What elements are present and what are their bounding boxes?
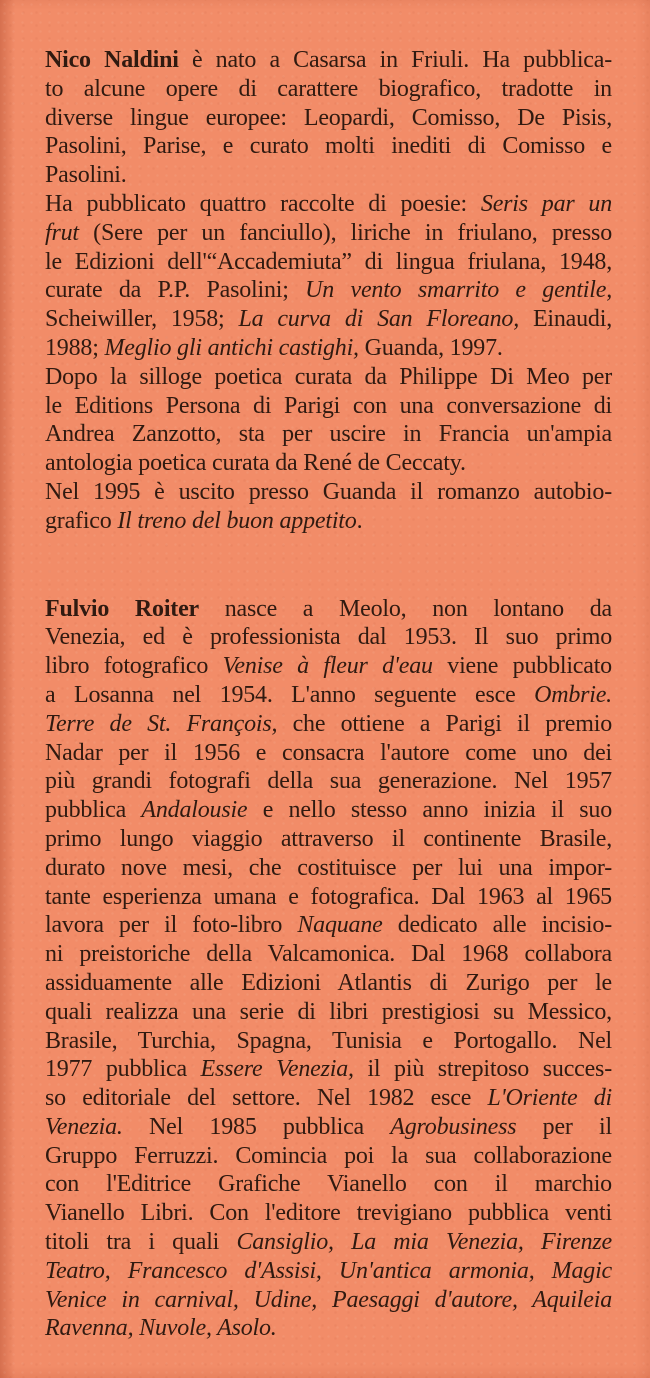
- book-title: La curva di San Floreano,: [238, 306, 520, 333]
- text-run: Andrea Zanzotto, sta per uscire in Francia un'ampia: [45, 421, 612, 448]
- text-line: [45, 623, 612, 652]
- text-line: [45, 219, 612, 248]
- text-line-runs: [45, 1315, 277, 1341]
- text-line-runs: [45, 133, 612, 159]
- text-line: [45, 681, 612, 710]
- text-line: [45, 104, 612, 133]
- text-line: [45, 969, 612, 998]
- book-title: Essere Venezia,: [200, 1056, 354, 1083]
- text-run: Dopo la silloge poetica curata da Philippe Di Meo per: [45, 363, 612, 390]
- text-line-runs: [45, 450, 466, 476]
- text-line: [45, 1170, 612, 1199]
- text-line-runs: [45, 220, 612, 246]
- text-run: è nato a Casarsa in Friuli. Ha pubblica-: [178, 47, 612, 73]
- text-line-runs: [45, 624, 612, 650]
- text-line-runs: [45, 912, 612, 938]
- text-line-runs: [45, 1114, 612, 1140]
- text-line-runs: [45, 1229, 612, 1255]
- text-line: [45, 507, 612, 536]
- book-title: Andalousie: [141, 797, 248, 824]
- text-line-runs: [45, 364, 612, 390]
- text-line-runs: [45, 1287, 612, 1313]
- text-line-runs: [45, 711, 612, 737]
- book-title: Cansiglio, La mia Venezia, Firenze: [236, 1229, 612, 1256]
- book-title: L'Oriente di: [487, 1085, 612, 1112]
- text-run: Nel 1985 pubblica: [122, 1113, 391, 1140]
- text-line-runs: [45, 191, 612, 217]
- bio-section-fulvio-roiter: [45, 595, 612, 1344]
- text-run: Vianello Libri. Con l'editore trevigiano pubblica venti: [45, 1200, 612, 1227]
- text-run: le Edizioni dell'“Accademiuta” di lingua friulana, 1948,: [45, 248, 612, 275]
- book-title: Ravenna, Nuvole, Asolo.: [45, 1315, 277, 1342]
- text-line: [45, 940, 612, 969]
- text-line-runs: [45, 826, 612, 852]
- book-title: Terre de St. François,: [45, 710, 278, 737]
- text-line-runs: [45, 1028, 612, 1054]
- text-line: [45, 248, 612, 277]
- text-run: le Editions Persona di Parigi con una conversazione di: [45, 392, 612, 419]
- text-line-runs: [45, 1085, 612, 1111]
- text-line: [45, 911, 612, 940]
- text-line: [45, 161, 612, 190]
- book-title: Venezia.: [45, 1113, 123, 1140]
- text-run: a Losanna nel 1954. L'anno seguente esce: [45, 681, 535, 708]
- book-title: Venise à fleur d'eau: [222, 653, 433, 680]
- text-line: [45, 652, 612, 681]
- text-line-runs: [45, 1258, 612, 1284]
- text-line-runs: [45, 306, 612, 332]
- text-run: assiduamente alle Edizioni Atlantis di Zurigo per le: [45, 969, 612, 996]
- text-line-runs: [45, 941, 612, 967]
- text-line: [45, 854, 612, 883]
- text-line-runs: [45, 596, 612, 622]
- text-line: [45, 1055, 612, 1084]
- text-run: durato nove mesi, che costituisce per lui una impor-: [45, 854, 612, 881]
- text-line: [45, 478, 612, 507]
- text-run: con l'Editrice Grafiche Vianello con il marchio: [45, 1171, 612, 1198]
- text-run: lavora per il foto-libro: [45, 912, 298, 939]
- text-run: 1988;: [45, 334, 105, 361]
- text-line: [45, 46, 612, 75]
- text-line: [45, 190, 612, 219]
- text-run: Pasolini, Parise, e curato molti inediti di Comisso e: [45, 133, 612, 160]
- text-line: [45, 595, 612, 624]
- text-run: e nello stesso anno inizia il suo: [247, 797, 612, 824]
- book-title: Venice in carnival, Udine, Paesaggi d'autore, Aquileia: [45, 1286, 612, 1313]
- text-run: diverse lingue europee: Leopardi, Comisso, De Pisis,: [45, 104, 612, 131]
- text-line-runs: [45, 653, 612, 679]
- text-run: curate da P.P. Pasolini;: [45, 277, 306, 304]
- book-title: frut: [45, 219, 79, 246]
- text-line: [45, 1228, 612, 1257]
- book-title: Il treno del buon appetito: [117, 507, 357, 534]
- text-line-runs: [45, 508, 362, 534]
- text-line-runs: [45, 1056, 612, 1082]
- text-line: [45, 1027, 612, 1056]
- book-title: Meglio gli antichi castighi,: [104, 334, 359, 361]
- text-line-runs: [45, 393, 612, 419]
- text-line-runs: [45, 768, 612, 794]
- text-run: Ha pubblicato quattro raccolte di poesie:: [45, 190, 481, 217]
- text-line-runs: [45, 162, 127, 188]
- text-line: [45, 796, 612, 825]
- text-line: [45, 276, 612, 305]
- text-run: primo lungo viaggio attraverso il continente Brasile,: [45, 825, 612, 852]
- text-line: [45, 363, 612, 392]
- text-run: Einaudi,: [519, 306, 612, 333]
- text-line: [45, 1142, 612, 1171]
- text-run: Venezia, ed è professionista dal 1953. Il suo primo: [45, 624, 612, 651]
- text-line: [45, 1286, 612, 1315]
- book-title: Teatro, Francesco d'Assisi, Un'antica armonia, Magic: [45, 1257, 612, 1284]
- text-run: nasce a Meolo, non lontano da: [199, 595, 612, 622]
- text-run: Guanda, 1997.: [358, 334, 503, 361]
- book-title: Agrobusiness: [390, 1113, 517, 1140]
- text-line-runs: [45, 740, 612, 766]
- text-run: ni preistoriche della Valcamonica. Dal 1968 collabora: [45, 941, 612, 968]
- text-run: to alcune opere di carattere biografico, tradotte in: [45, 75, 612, 102]
- text-line-runs: [45, 249, 612, 275]
- text-line: [45, 1257, 612, 1286]
- author-name: Fulvio Roiter: [45, 595, 199, 622]
- text-line-runs: [45, 421, 612, 447]
- text-line: [45, 710, 612, 739]
- text-run: libro fotografico: [45, 653, 223, 680]
- text-line-runs: [45, 1200, 612, 1226]
- text-line: [45, 883, 612, 912]
- text-line: [45, 334, 612, 363]
- text-run: il più strepitoso succes-: [353, 1056, 612, 1083]
- text-run: Pasolini.: [45, 162, 127, 189]
- text-line: [45, 1199, 612, 1228]
- text-run: dedicato alle incisio-: [382, 912, 612, 939]
- text-line: [45, 1314, 612, 1343]
- text-line-runs: [45, 1171, 612, 1197]
- text-line: [45, 1084, 612, 1113]
- text-line-runs: [45, 970, 612, 996]
- text-line: [45, 392, 612, 421]
- text-line-runs: [45, 335, 503, 361]
- text-run: tante esperienza umana e fotografica. Dal 1963 al 1965: [45, 883, 612, 910]
- text-run: titoli tra i quali: [45, 1229, 237, 1256]
- text-run: Nadar per il 1956 e consacra l'autore come uno dei: [45, 739, 612, 766]
- text-line-runs: [45, 277, 612, 303]
- text-run: Scheiwiller, 1958;: [45, 306, 239, 333]
- book-title: Seris par un: [480, 190, 612, 217]
- text-run: Gruppo Ferruzzi. Comincia poi la sua collaborazione: [45, 1142, 612, 1169]
- text-line-runs: [45, 1143, 612, 1169]
- bio-section-nico-naldini: [45, 46, 612, 536]
- text-line: [45, 132, 612, 161]
- text-run: so editoriale del settore. Nel 1982 esce: [45, 1085, 488, 1112]
- text-run: (Sere per un fanciullo), liriche in friulano, presso: [78, 219, 612, 246]
- text-run: antologia poetica curata da René de Ceccaty.: [45, 450, 466, 477]
- text-line: [45, 767, 612, 796]
- text-line-runs: [45, 884, 612, 910]
- text-run: pubblica: [45, 797, 142, 824]
- book-title: Naquane: [297, 912, 383, 939]
- text-line-runs: [45, 76, 612, 102]
- text-line: [45, 420, 612, 449]
- text-line: [45, 825, 612, 854]
- text-run: più grandi fotografi della sua generazione. Nel 1957: [45, 768, 612, 795]
- author-name: Nico Naldini: [45, 47, 179, 73]
- text-line-runs: [45, 105, 612, 131]
- text-line-runs: [45, 797, 612, 823]
- text-line: [45, 739, 612, 768]
- text-line: [45, 998, 612, 1027]
- book-title: Un vento smarrito e gentile,: [305, 277, 612, 304]
- text-block: [45, 46, 612, 1343]
- text-line-runs: [45, 479, 612, 505]
- text-run: 1977 pubblica: [45, 1056, 201, 1083]
- text-run: .: [356, 507, 363, 534]
- text-line: [45, 1113, 612, 1142]
- text-line-runs: [45, 855, 612, 881]
- text-run: Nel 1995 è uscito presso Guanda il romanzo autobio-: [45, 478, 612, 505]
- text-line-runs: [45, 999, 612, 1025]
- text-run: che ottiene a Parigi il premio: [277, 710, 612, 737]
- text-run: quali realizza una serie di libri prestigiosi su Messico,: [45, 998, 612, 1025]
- book-title: Ombrie.: [534, 681, 612, 708]
- text-run: grafico: [45, 507, 118, 534]
- text-run: per il: [516, 1113, 612, 1140]
- text-line: [45, 305, 612, 334]
- text-run: viene pubblicato: [432, 653, 612, 680]
- text-line: [45, 449, 612, 478]
- text-line: [45, 75, 612, 104]
- text-line-runs: [45, 682, 612, 708]
- text-line-runs: [45, 47, 612, 73]
- text-run: Brasile, Turchia, Spagna, Tunisia e Portogallo. Nel: [45, 1027, 612, 1054]
